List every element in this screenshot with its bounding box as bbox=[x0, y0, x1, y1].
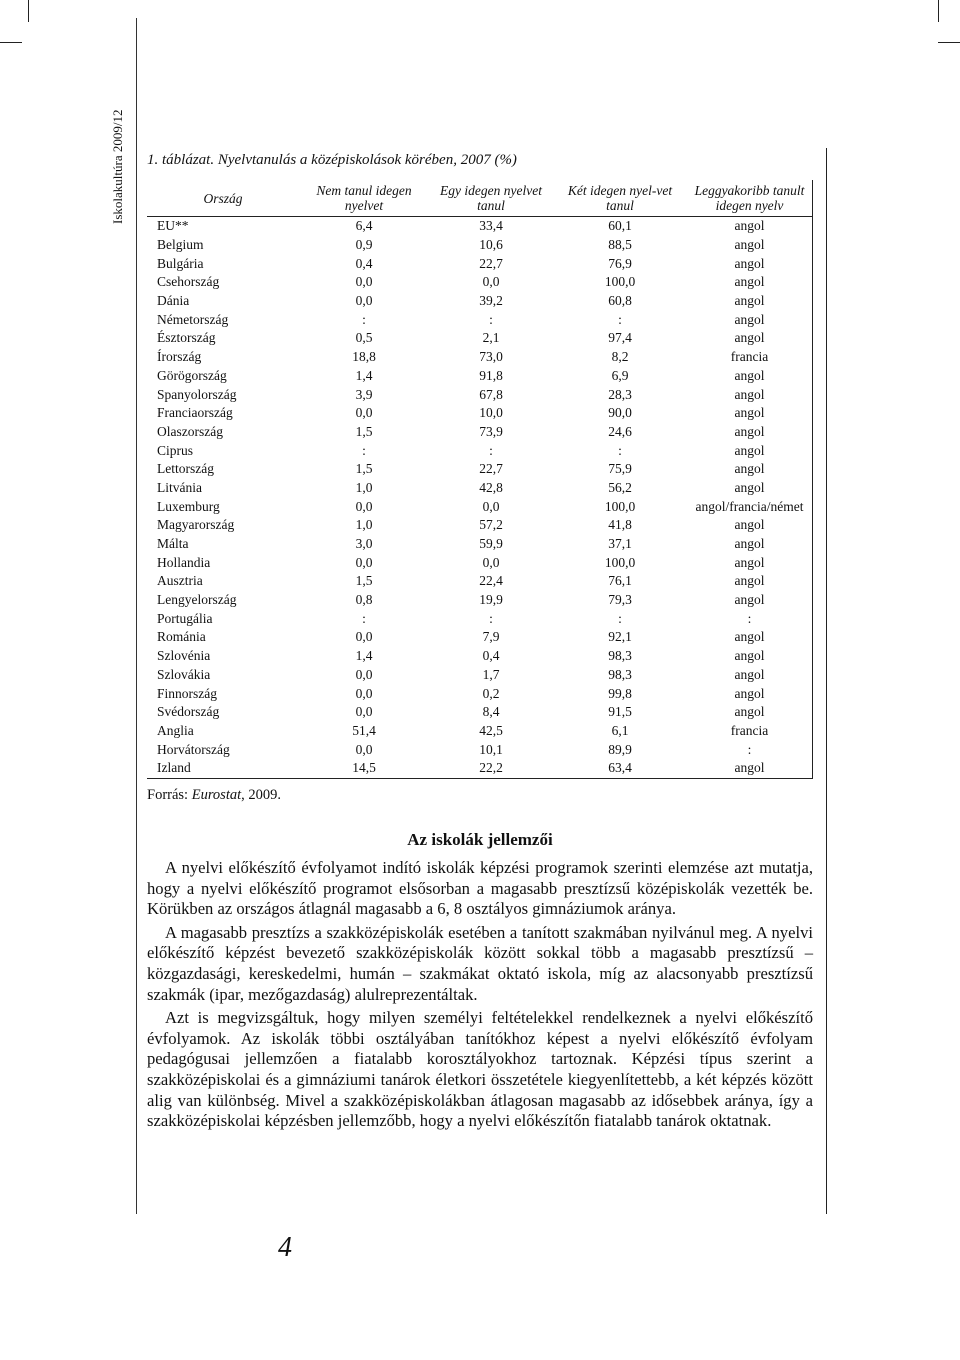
table-row bbox=[147, 217, 813, 236]
value-cell: : bbox=[489, 610, 493, 626]
table-row bbox=[147, 404, 813, 423]
value-cell: 0,0 bbox=[355, 666, 373, 682]
value-cell: 97,4 bbox=[608, 330, 632, 346]
value-cell: 99,8 bbox=[608, 685, 632, 701]
table-row bbox=[147, 497, 813, 516]
value-cell: 59,9 bbox=[479, 536, 503, 552]
value-cell: 0,0 bbox=[355, 629, 373, 645]
country-cell: Szlovákia bbox=[157, 666, 211, 682]
country-cell: Svédország bbox=[157, 704, 220, 720]
value-cell: 75,9 bbox=[608, 461, 632, 477]
margin-rule bbox=[136, 18, 137, 1214]
value-cell: 91,8 bbox=[479, 367, 503, 383]
value-cell: 42,5 bbox=[479, 722, 503, 738]
table-row bbox=[147, 329, 813, 348]
header-two-languages: Két idegen nyel-vet tanul bbox=[553, 180, 687, 217]
value-cell: angol bbox=[734, 405, 765, 421]
country-cell: Szlovénia bbox=[157, 648, 211, 664]
value-cell: 88,5 bbox=[608, 237, 632, 253]
value-cell: 0,0 bbox=[482, 498, 500, 514]
table-row bbox=[147, 647, 813, 666]
value-cell: 1,0 bbox=[355, 517, 373, 533]
value-cell: angol bbox=[734, 461, 765, 477]
value-cell: 1,4 bbox=[355, 367, 373, 383]
country-cell: Lettország bbox=[157, 461, 214, 477]
country-cell: Ausztria bbox=[157, 573, 203, 589]
table-row bbox=[147, 628, 813, 647]
value-cell: 6,9 bbox=[611, 367, 629, 383]
value-cell: 0,0 bbox=[355, 274, 373, 290]
country-cell: Portugália bbox=[157, 610, 213, 626]
table-row bbox=[147, 740, 813, 759]
value-cell: 18,8 bbox=[352, 349, 376, 365]
table-row bbox=[147, 759, 813, 778]
value-cell: 6,4 bbox=[355, 218, 373, 234]
table-row bbox=[147, 609, 813, 628]
value-cell: 100,0 bbox=[604, 498, 636, 514]
value-cell: 0,0 bbox=[355, 704, 373, 720]
value-cell: : bbox=[618, 311, 622, 327]
table-body bbox=[147, 217, 813, 779]
country-cell: Belgium bbox=[157, 237, 204, 253]
source-label: Forrás: bbox=[147, 787, 192, 803]
header-most-common-language: Leggyakoribb tanult idegen nyelv bbox=[687, 180, 813, 217]
value-cell: angol bbox=[734, 479, 765, 495]
crop-mark-top-right bbox=[938, 0, 939, 22]
table-row bbox=[147, 666, 813, 685]
value-cell: 1,5 bbox=[355, 423, 373, 439]
table-row bbox=[147, 441, 813, 460]
body-text bbox=[147, 858, 813, 1135]
table-row bbox=[147, 348, 813, 367]
value-cell: 1,4 bbox=[355, 648, 373, 664]
value-cell: angol bbox=[734, 386, 765, 402]
value-cell: 0,5 bbox=[355, 330, 373, 346]
value-cell: 76,9 bbox=[608, 255, 632, 271]
table-row bbox=[147, 423, 813, 442]
value-cell: 100,0 bbox=[604, 274, 636, 290]
country-cell: Írország bbox=[157, 349, 202, 365]
source-name: Eurostat bbox=[191, 787, 242, 803]
value-cell: francia bbox=[730, 349, 769, 365]
table-row bbox=[147, 479, 813, 498]
table-row bbox=[147, 553, 813, 572]
table-row bbox=[147, 254, 813, 273]
paragraph: A nyelvi előkészítő évfolyamot indító iskolák képzési programok szerinti elemzése azt mutatja, hogy a nyelvi előkészítő programot elsősorban a magasabb presztízsű középiskolák vezették be. Körükben az országos átlagnál magasabb a 6, 8 osztályos gimnáziumok aránya. bbox=[147, 858, 813, 919]
value-cell: 10,1 bbox=[479, 741, 503, 757]
crop-mark-top-left-h bbox=[0, 42, 22, 43]
value-cell: 7,9 bbox=[482, 629, 500, 645]
value-cell: 0,8 bbox=[355, 592, 373, 608]
value-cell: : bbox=[489, 311, 493, 327]
table-row bbox=[147, 572, 813, 591]
paragraph: Azt is megvizsgáltuk, hogy milyen személyi feltételekkel rendelkeznek a nyelvi előkészítő évfolyamok. Az iskolák többi osztályában tanítókhoz képest a nyelvi előkészítő évfolyam pedagógusai jellemzően a fiatalabb korosztályokhoz tartoznak. Képzési típus szerint a szakközépiskolai és a gimnáziumi tanárok életkori összetétele kiegyenlítettebb, a két képzés között alig van különbség. Mivel a szakközépiskolákban átlagosan magasabb az idősebbek aránya, így a szakközépiskolai képzésben jellemzőbb, hogy a nyelvi előkészítőn fiatalabb tanárok oktatnak. bbox=[147, 1008, 813, 1131]
country-cell: Lengyelország bbox=[157, 592, 237, 608]
value-cell: angol bbox=[734, 592, 765, 608]
value-cell: 1,5 bbox=[355, 573, 373, 589]
table-source bbox=[147, 787, 281, 804]
table-row bbox=[147, 367, 813, 386]
value-cell: 3,0 bbox=[355, 536, 373, 552]
language-learning-table bbox=[147, 180, 813, 779]
value-cell: angol bbox=[734, 554, 765, 570]
value-cell: angol bbox=[734, 629, 765, 645]
country-cell: EU** bbox=[157, 218, 189, 234]
country-cell: Görögország bbox=[157, 367, 227, 383]
value-cell: 0,0 bbox=[482, 274, 500, 290]
country-cell: Dánia bbox=[157, 293, 190, 309]
value-cell: 73,0 bbox=[479, 349, 503, 365]
country-cell: Spanyolország bbox=[157, 386, 237, 402]
country-cell: Bulgária bbox=[157, 255, 204, 271]
value-cell: 0,0 bbox=[355, 554, 373, 570]
value-cell: : bbox=[362, 442, 366, 458]
value-cell: angol bbox=[734, 367, 765, 383]
value-cell: angol bbox=[734, 442, 765, 458]
value-cell: 73,9 bbox=[479, 423, 503, 439]
country-cell: Olaszország bbox=[157, 423, 223, 439]
value-cell: : bbox=[362, 610, 366, 626]
value-cell: 92,1 bbox=[608, 629, 632, 645]
value-cell: 6,1 bbox=[611, 722, 629, 738]
value-cell: angol bbox=[734, 311, 765, 327]
value-cell: angol bbox=[734, 330, 765, 346]
table-row bbox=[147, 703, 813, 722]
country-cell: Franciaország bbox=[157, 405, 233, 421]
running-head: Iskolakultúra 2009/12 bbox=[110, 109, 125, 224]
value-cell: 91,5 bbox=[608, 704, 632, 720]
value-cell: angol/francia/német bbox=[695, 498, 804, 514]
value-cell: angol bbox=[734, 648, 765, 664]
value-cell: 42,8 bbox=[479, 479, 503, 495]
value-cell: 22,2 bbox=[429, 759, 553, 778]
value-cell: 57,2 bbox=[479, 517, 503, 533]
value-cell: 19,9 bbox=[479, 592, 503, 608]
value-cell: 0,4 bbox=[482, 648, 500, 664]
country-cell: Luxemburg bbox=[157, 498, 220, 514]
table-row bbox=[147, 273, 813, 292]
table-caption: 1. táblázat. Nyelvtanulás a középiskolások körében, 2007 (%) bbox=[147, 152, 517, 168]
value-cell: angol bbox=[734, 536, 765, 552]
page-number: 4 bbox=[278, 1232, 292, 1263]
value-cell: : bbox=[489, 442, 493, 458]
value-cell: 10,6 bbox=[479, 237, 503, 253]
value-cell: 0,2 bbox=[482, 685, 500, 701]
value-cell: 41,8 bbox=[608, 517, 632, 533]
header-one-language: Egy idegen nyelvet tanul bbox=[429, 180, 553, 217]
source-year: , 2009. bbox=[241, 787, 282, 803]
value-cell: 8,2 bbox=[611, 349, 629, 365]
value-cell: 1,7 bbox=[482, 666, 500, 682]
value-cell: 0,0 bbox=[355, 405, 373, 421]
table-row bbox=[147, 460, 813, 479]
table-row bbox=[147, 516, 813, 535]
crop-mark-top-left bbox=[28, 0, 29, 22]
value-cell: 51,4 bbox=[352, 722, 376, 738]
country-cell: Németország bbox=[157, 311, 229, 327]
value-cell: 24,6 bbox=[608, 423, 632, 439]
value-cell: 63,4 bbox=[553, 759, 687, 778]
value-cell: 8,4 bbox=[482, 704, 500, 720]
value-cell: 0,0 bbox=[355, 685, 373, 701]
value-cell: 10,0 bbox=[479, 405, 503, 421]
country-cell: Litvánia bbox=[157, 479, 202, 495]
header-country: Ország bbox=[147, 180, 299, 217]
value-cell: angol bbox=[734, 704, 765, 720]
table-row bbox=[147, 310, 813, 329]
value-cell: 0,9 bbox=[355, 237, 373, 253]
value-cell: 22,4 bbox=[479, 573, 503, 589]
value-cell: 67,8 bbox=[479, 386, 503, 402]
country-cell: Horvátország bbox=[157, 741, 230, 757]
country-cell: Finnország bbox=[157, 685, 217, 701]
value-cell: 98,3 bbox=[608, 648, 632, 664]
value-cell: 33,4 bbox=[479, 218, 503, 234]
value-cell: angol bbox=[734, 255, 765, 271]
value-cell: 2,1 bbox=[482, 330, 500, 346]
value-cell: 22,7 bbox=[479, 461, 503, 477]
value-cell: : bbox=[362, 311, 366, 327]
value-cell: 0,0 bbox=[355, 498, 373, 514]
value-cell: 79,3 bbox=[608, 592, 632, 608]
section-title: Az iskolák jellemzői bbox=[407, 830, 553, 849]
value-cell: 28,3 bbox=[608, 386, 632, 402]
crop-mark-top-right-h bbox=[938, 42, 960, 43]
value-cell: 0,0 bbox=[355, 293, 373, 309]
value-cell: angol bbox=[687, 759, 813, 778]
value-cell: 0,4 bbox=[355, 255, 373, 271]
table-row bbox=[147, 722, 813, 741]
value-cell: 22,7 bbox=[479, 255, 503, 271]
country-cell: Málta bbox=[157, 536, 189, 552]
header-no-language: Nem tanul idegen nyelvet bbox=[299, 180, 429, 217]
value-cell: 0,0 bbox=[355, 741, 373, 757]
paragraph: A magasabb presztízs a szakközépiskolák esetében a tanított szakmában nyilvánul meg. A nyelvi előkészítő képzést bevezető szakközépiskolák között sokkal több a magasabb presztízsű – közgazdasági, kereskedelmi, humán – szakmákat oktató iskola, míg az alacsonyabb presztízsű szakmák (ipar, mezőgazdaság) alulreprezentáltak. bbox=[147, 922, 813, 1004]
value-cell: francia bbox=[730, 722, 769, 738]
value-cell: 89,9 bbox=[608, 741, 632, 757]
value-cell: : bbox=[747, 741, 752, 757]
value-cell: 39,2 bbox=[479, 293, 503, 309]
value-cell: angol bbox=[734, 274, 765, 290]
value-cell: angol bbox=[734, 573, 765, 589]
value-cell: : bbox=[747, 610, 752, 626]
value-cell: 1,5 bbox=[355, 461, 373, 477]
value-cell: 60,1 bbox=[608, 218, 632, 234]
country-cell: Izland bbox=[147, 759, 299, 778]
value-cell: : bbox=[618, 442, 622, 458]
value-cell: angol bbox=[734, 218, 765, 234]
value-cell: 60,8 bbox=[608, 293, 632, 309]
value-cell: 100,0 bbox=[604, 554, 636, 570]
value-cell: 76,1 bbox=[608, 573, 632, 589]
table-row bbox=[147, 236, 813, 255]
table-row bbox=[147, 535, 813, 554]
table-row bbox=[147, 684, 813, 703]
value-cell: 56,2 bbox=[608, 479, 632, 495]
country-cell: Csehország bbox=[157, 274, 220, 290]
value-cell: angol bbox=[734, 237, 765, 253]
country-cell: Anglia bbox=[157, 722, 194, 738]
value-cell: 90,0 bbox=[608, 405, 632, 421]
value-cell: angol bbox=[734, 685, 765, 701]
value-cell: : bbox=[618, 610, 622, 626]
value-cell: 37,1 bbox=[608, 536, 632, 552]
value-cell: angol bbox=[734, 666, 765, 682]
value-cell: 3,9 bbox=[355, 386, 373, 402]
table-row bbox=[147, 292, 813, 311]
table-row bbox=[147, 591, 813, 610]
country-cell: Magyarország bbox=[157, 517, 235, 533]
table-header-row bbox=[147, 180, 813, 217]
value-cell: angol bbox=[734, 423, 765, 439]
value-cell: 1,0 bbox=[355, 479, 373, 495]
value-cell: 0,0 bbox=[482, 554, 500, 570]
table-row bbox=[147, 385, 813, 404]
country-cell: Románia bbox=[157, 629, 206, 645]
country-cell: Hollandia bbox=[157, 554, 211, 570]
country-cell: Ciprus bbox=[157, 442, 194, 458]
value-cell: 14,5 bbox=[299, 759, 429, 778]
country-cell: Észtország bbox=[157, 330, 216, 346]
value-cell: 98,3 bbox=[608, 666, 632, 682]
value-cell: angol bbox=[734, 293, 765, 309]
value-cell: angol bbox=[734, 517, 765, 533]
right-rule bbox=[826, 148, 827, 1214]
